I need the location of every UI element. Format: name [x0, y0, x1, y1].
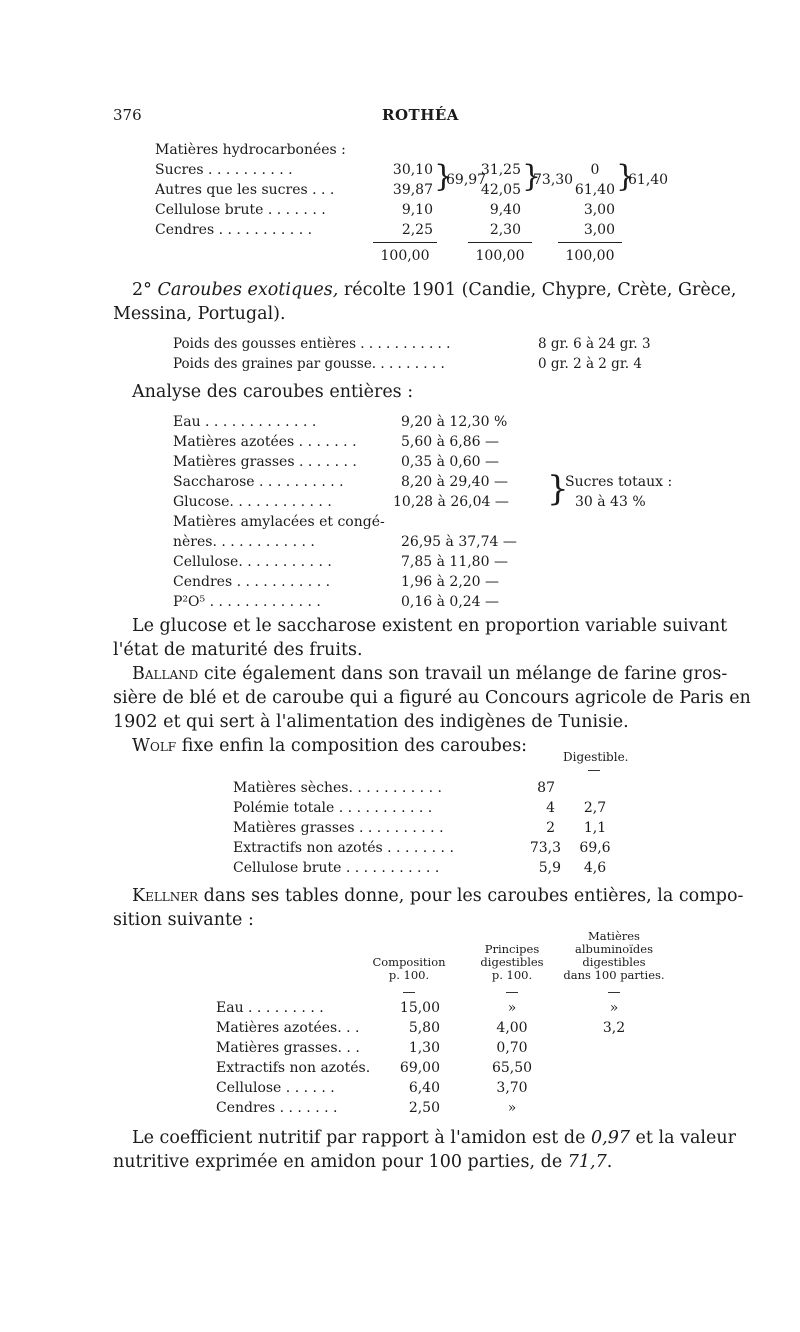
- wolf-digestible: 69,6: [579, 840, 611, 856]
- brace-icon: }: [434, 159, 454, 194]
- kellner-label: Cendres . . . . . . .: [216, 1100, 338, 1116]
- analysis-heading: Analyse des caroubes entières :: [132, 382, 414, 402]
- table1-cell: 2,30: [489, 222, 521, 238]
- author-name: Kellner: [132, 886, 199, 906]
- analysis-label: Matières azotées . . . . . . .: [173, 434, 357, 450]
- kellner-value: »: [609, 1000, 619, 1016]
- wolf-label: Extractifs non azotés . . . . . . . .: [233, 840, 454, 856]
- paragraph-line: l'état de maturité des fruits.: [113, 640, 363, 660]
- running-title: ROTHÉA: [382, 106, 459, 124]
- analysis-label: Cendres . . . . . . . . . . .: [173, 574, 331, 590]
- table1-cell: 42,05: [480, 182, 521, 198]
- paragraph-line: [113, 1150, 612, 1174]
- table1-sum: 69,97: [446, 172, 487, 188]
- table1-sum: 73,30: [533, 172, 574, 188]
- table1-cell: 3,00: [583, 202, 615, 218]
- author-name: Wolf: [132, 736, 177, 756]
- wolf-label: Matières grasses . . . . . . . . . .: [233, 820, 444, 836]
- header-line: p. 100.: [491, 968, 533, 982]
- header-line: digestibles: [480, 955, 544, 969]
- kellner-value: 65,50: [491, 1060, 533, 1076]
- analysis-label: Eau . . . . . . . . . . . . .: [173, 414, 317, 430]
- table1: [155, 160, 695, 290]
- column-header: Digestible.: [563, 750, 629, 764]
- sum-rule: [558, 242, 622, 243]
- paragraph-text: .: [606, 1152, 613, 1172]
- table1-cell: 9,10: [401, 202, 433, 218]
- brace-icon: }: [616, 159, 636, 194]
- table1-cell: 30,10: [392, 162, 433, 178]
- table1-row-label: Sucres . . . . . . . . . .: [155, 162, 293, 178]
- analysis-label: nères. . . . . . . . . . . .: [173, 534, 315, 550]
- wolf-value: 2: [546, 820, 555, 836]
- analysis-value: 0,16 à 0,24 —: [401, 594, 500, 610]
- table1-cell: 31,25: [480, 162, 521, 178]
- table1-heading: Matières hydrocarbonées :: [155, 142, 346, 158]
- paragraph-line: [132, 884, 743, 908]
- analysis-value: 0,35 à 0,60 —: [401, 454, 500, 470]
- wolf-table: [233, 750, 713, 880]
- kellner-value: 3,2: [602, 1020, 626, 1036]
- page-number: 376: [113, 106, 142, 124]
- table1-row-label: Cellulose brute . . . . . . .: [155, 202, 326, 218]
- analysis-value: 10,28 à 26,04 —: [393, 494, 509, 510]
- paragraph-text: Le coefficient nutritif par rapport à l'amidon est de: [132, 1128, 592, 1148]
- table1-row-label: Autres que les sucres . . .: [155, 182, 335, 198]
- section-title: Caroubes exotiques,: [157, 280, 339, 300]
- wolf-digestible: 4,6: [583, 860, 607, 876]
- sugar-note-label: Sucres totaux :: [565, 474, 673, 490]
- kellner-table: [216, 930, 716, 1120]
- analysis-label: P²O⁵ . . . . . . . . . . . . .: [173, 594, 321, 610]
- table1-total: 100,00: [565, 248, 615, 264]
- analysis-table: [173, 412, 693, 612]
- paragraph-line: sition suivante :: [113, 910, 254, 930]
- table1-cell: 2,25: [401, 222, 433, 238]
- table1-cell: 61,40: [574, 182, 615, 198]
- wolf-value: 73,3: [529, 840, 561, 856]
- kellner-value: 5,80: [408, 1020, 440, 1036]
- wolf-label: Polémie totale . . . . . . . . . . .: [233, 800, 433, 816]
- kellner-col-header: [366, 956, 452, 982]
- analysis-value: 9,20 à 12,30 %: [401, 414, 508, 430]
- table1-cell: 0: [590, 162, 600, 178]
- header-dash: [588, 770, 600, 771]
- kellner-value: 69,00: [399, 1060, 440, 1076]
- kellner-label: Matières azotées. . .: [216, 1020, 360, 1036]
- kellner-label: Cellulose . . . . . .: [216, 1080, 335, 1096]
- kellner-label: Eau . . . . . . . . .: [216, 1000, 324, 1016]
- paragraph-line: Le glucose et le saccharose existent en proportion variable suivant: [132, 616, 728, 636]
- section-number: 2°: [132, 280, 158, 300]
- header-dash: [506, 992, 518, 993]
- kellner-value: 6,40: [408, 1080, 440, 1096]
- table1-cell: 39,87: [392, 182, 433, 198]
- kellner-value: 15,00: [399, 1000, 440, 1016]
- header-line: p. 100.: [388, 968, 430, 982]
- paragraph-line: 1902 et qui sert à l'alimentation des indigènes de Tunisie.: [113, 712, 629, 732]
- kellner-value: 3,70: [496, 1080, 528, 1096]
- weight-label: Poids des gousses entières . . . . . . . . . . .: [173, 336, 451, 352]
- header-line: digestibles: [582, 955, 646, 969]
- sum-rule: [468, 242, 532, 243]
- kellner-label: Extractifs non azotés.: [216, 1060, 371, 1076]
- table1-cell: 3,00: [583, 222, 615, 238]
- header-line: Matières: [588, 929, 640, 943]
- header-dash: [403, 992, 415, 993]
- kellner-col-header: [556, 930, 672, 982]
- analysis-value: 8,20 à 29,40 —: [401, 474, 508, 490]
- wolf-label: Cellulose brute . . . . . . . . . . .: [233, 860, 440, 876]
- analysis-label: Matières grasses . . . . . . .: [173, 454, 357, 470]
- brace-icon: }: [547, 469, 569, 509]
- kellner-value: »: [507, 1000, 517, 1016]
- nutritive-value: 71,7: [567, 1152, 607, 1172]
- header-line: Principes: [484, 942, 540, 956]
- table1-total: 100,00: [380, 248, 430, 264]
- kellner-value: 1,30: [408, 1040, 440, 1056]
- header-line: Composition: [372, 955, 446, 969]
- kellner-value: »: [507, 1100, 517, 1116]
- wolf-digestible: 2,7: [583, 800, 607, 816]
- table1-sum: 61,40: [628, 172, 669, 188]
- paragraph-text: récolte 1901 (Candie, Chypre, Crète, Grèce,: [338, 280, 737, 300]
- analysis-value: 7,85 à 11,80 —: [401, 554, 508, 570]
- paragraph-text: dans ses tables donne, pour les caroubes entières, la compo-: [198, 886, 744, 906]
- wolf-digestible: 1,1: [583, 820, 607, 836]
- paragraph-line: [132, 662, 727, 686]
- sum-rule: [373, 242, 437, 243]
- analysis-label: Saccharose . . . . . . . . . .: [173, 474, 344, 490]
- paragraph-line: Messina, Portugal).: [113, 304, 286, 324]
- kellner-label: Matières grasses. . .: [216, 1040, 360, 1056]
- wolf-value: 4: [546, 800, 555, 816]
- analysis-label: Cellulose. . . . . . . . . . .: [173, 554, 332, 570]
- weight-value: 8 gr. 6 à 24 gr. 3: [538, 336, 651, 352]
- paragraph-text: cite également dans son travail un mélange de farine gros-: [198, 664, 728, 684]
- paragraph-line: [132, 1126, 736, 1150]
- paragraph-text: et la valeur: [629, 1128, 737, 1148]
- coefficient-value: 0,97: [591, 1128, 630, 1148]
- kellner-col-header: [472, 943, 552, 982]
- kellner-value: 0,70: [496, 1040, 528, 1056]
- table1-total: 100,00: [475, 248, 525, 264]
- weight-label: Poids des graines par gousse. . . . . . . . .: [173, 356, 445, 372]
- table1-row-label: Cendres . . . . . . . . . . .: [155, 222, 313, 238]
- weight-value: 0 gr. 2 à 2 gr. 4: [538, 356, 642, 372]
- kellner-value: 4,00: [496, 1020, 528, 1036]
- wolf-value: 87: [537, 780, 555, 796]
- brace-icon: }: [522, 159, 542, 194]
- table1-cell: 9,40: [489, 202, 521, 218]
- author-name: Balland: [132, 664, 199, 684]
- sugar-note-value: 30 à 43 %: [575, 494, 646, 510]
- header-line: dans 100 parties.: [563, 968, 665, 982]
- wolf-value: 5,9: [538, 860, 561, 876]
- wolf-label: Matières sèches. . . . . . . . . . .: [233, 780, 442, 796]
- analysis-label: Glucose. . . . . . . . . . . .: [173, 494, 332, 510]
- analysis-value: 26,95 à 37,74 —: [401, 534, 517, 550]
- paragraph-text: fixe enfin la composition des caroubes:: [176, 736, 528, 756]
- kellner-value: 2,50: [408, 1100, 440, 1116]
- analysis-value: 5,60 à 6,86 —: [401, 434, 500, 450]
- analysis-value: 1,96 à 2,20 —: [401, 574, 500, 590]
- paragraph-line: sière de blé et de caroube qui a figuré au Concours agricole de Paris en: [113, 688, 751, 708]
- header-line: albuminoïdes: [575, 942, 653, 956]
- paragraph-line: [132, 278, 736, 302]
- header-dash: [608, 992, 620, 993]
- analysis-label: Matières amylacées et congé-: [173, 514, 385, 530]
- paragraph-text: nutritive exprimée en amidon pour 100 parties, de: [113, 1152, 568, 1172]
